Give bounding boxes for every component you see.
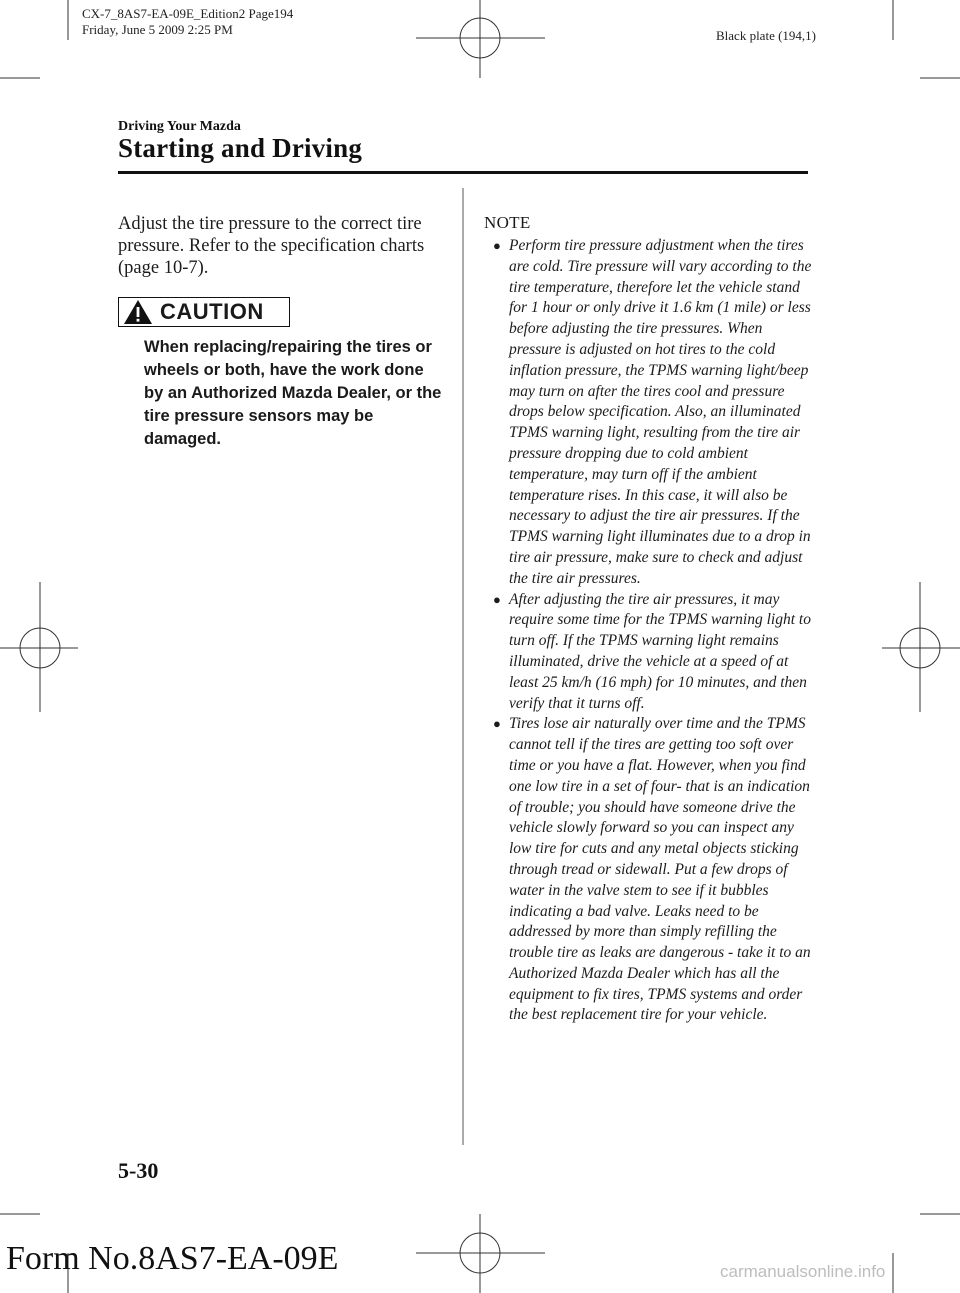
- intro-paragraph: Adjust the tire pressure to the correct tire pressure. Refer to the specification charts (page 10-7).: [118, 214, 425, 278]
- note-text: Tires lose air naturally over time and the TPMS cannot tell if the tires are getting too soft over time or you have a flat. However, when you find one low tire in a set of four- that is an indication of trouble; you should have someone drive the vehicle slowly forward so you can inspect any low tire for cuts and any metal objects sticking through tread or sidewall. Put a few drops of water in the valve stem to see if it bubbles indicating a bad valve. Leaks need to be addressed by more than simply refilling the trouble tire as leaks are dangerous - take it to an Authorized Mazda Dealer which has all the equipment to fix tires, TPMS systems and order the best replacement tire for your vehicle.: [509, 715, 811, 1024]
- title-rule: [118, 171, 808, 174]
- bullet-icon: ●: [493, 591, 501, 607]
- note-heading: NOTE: [484, 213, 531, 232]
- note-item: [491, 714, 817, 1026]
- note-text: After adjusting the tire air pressures, it may require some time for the TPMS warning light to turn off. If the TPMS warning light remains illuminated, drive the vehicle at a speed of at least 25 km/h (16 mph) for 10 minutes, and then verify that it turns off.: [509, 590, 811, 712]
- print-info-line2: Friday, June 5 2009 2:25 PM: [82, 22, 233, 37]
- note-list: [491, 236, 817, 1026]
- watermark: carmanualsonline.info: [720, 1262, 886, 1281]
- note-item: [491, 236, 817, 590]
- page-title: Starting and Driving: [118, 133, 363, 163]
- plate-info: Black plate (194,1): [716, 28, 816, 43]
- print-info: [82, 6, 293, 38]
- bullet-icon: ●: [493, 238, 501, 253]
- caution-label-box: [118, 297, 290, 327]
- bullet-icon: ●: [493, 716, 501, 732]
- print-info-line1: CX-7_8AS7-EA-09E_Edition2 Page194: [82, 6, 294, 21]
- form-number: Form No.8AS7-EA-09E: [6, 1240, 339, 1277]
- caution-paragraph: When replacing/repairing the tires or wheels or both, have the work done by an Authorized Mazda Dealer, or the tire pressure sensors may be damaged.: [144, 338, 442, 448]
- note-text: Perform tire pressure adjustment when the tires are cold. Tire pressure will vary according to the tire temperature, therefore let the vehicle stand for 1 hour or only drive it 1.6 km (1 mile) or less before adjusting the tire pressures. When pressure is adjusted on hot tires to the cold inflation pressure, the TPMS warning light/beep may turn on after the tires cool and pressure drops below specification. Also, an illuminated TPMS warning light, resulting from the tire air pressure dropping due to cold ambient temperature, may turn off if the ambient temperature rises. In this case, it will also be necessary to adjust the tire air pressures. If the TPMS warning light illuminates due to a drop in tire air pressure, make sure to check and adjust the tire air pressures.: [509, 237, 812, 587]
- note-item: [491, 590, 817, 715]
- caution-label: CAUTION: [160, 299, 264, 324]
- page-number: 5-30: [118, 1158, 159, 1183]
- section-label: Driving Your Mazda: [118, 119, 241, 134]
- warning-triangle-icon: [123, 299, 153, 325]
